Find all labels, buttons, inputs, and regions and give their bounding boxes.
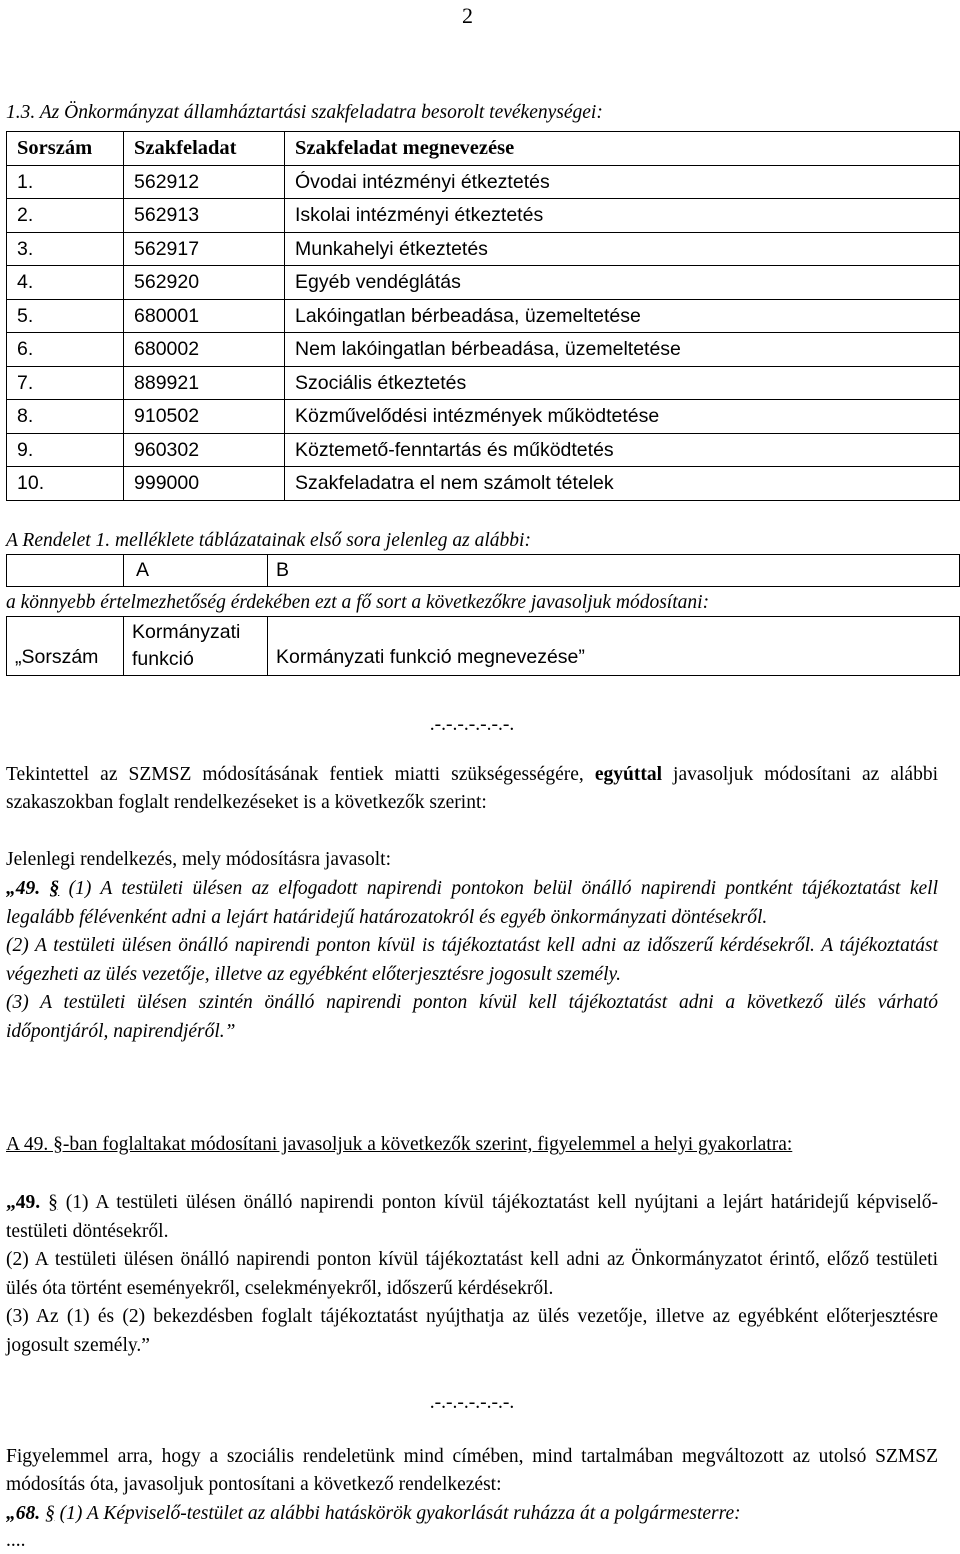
table-row [7,232,960,266]
section-sign: § [49,878,60,899]
table-row [7,433,960,467]
page-number: 2 [462,3,473,28]
table-row [7,199,960,233]
table-cell: Iskolai intézményi étkeztetés [285,199,960,233]
table-cell: 999000 [124,467,285,501]
table-cell: 7. [7,366,124,400]
current-section-49 [6,875,938,1046]
text-run: javasoljuk módosítani az alábbi szakaszokban foglalt rendelkezéseket is a következők szerint: [6,764,938,813]
proposal-intro: A 49. §-ban foglaltakat módosítani javasoljuk a következők szerint, figyelemmel a helyi gyakorlatra: [6,1134,793,1155]
table-cell: 562913 [124,199,285,233]
section-sign: § [45,1503,55,1524]
table-row [7,400,960,434]
table-cell: 1. [7,165,124,199]
table-cell: Munkahelyi étkeztetés [285,232,960,266]
section-68 [6,1500,938,1528]
section-paragraph [6,875,938,932]
table-cell: 960302 [124,433,285,467]
table-cell: 5. [7,299,124,333]
table-cell: Nem lakóingatlan bérbeadása, üzemeltetése [285,333,960,367]
table-row [7,617,960,676]
cell-line: funkció [132,648,194,670]
table-cell [124,617,268,676]
kormanyzati-funkcio-table [6,616,960,676]
table-cell: 10. [7,467,124,501]
table-cell: 562920 [124,266,285,300]
table-header-row [7,132,960,166]
text-run: (1) A testületi ülésen az elfogadott napirendi pontokon belül önálló napirendi pontként tájékoztatást kell legalább félévenként adni a lejárt határidejű határozatokról és egyéb önkormányzati döntésekről. [6,878,939,928]
paragraph-last: Figyelemmel arra, hogy a szociális rendeletünk mind címében, mind tartalmában megváltozott az utolsó SZMSZ módosítás óta, javasoljuk pontosítani a következő rendelkezést: [6,1446,938,1495]
paragraph-1 [6,761,938,817]
cell-line: Kormányzati [132,621,241,643]
table-header-cell: Szakfeladat [124,132,285,166]
rendelet-note: A Rendelet 1. melléklete táblázatainak első sora jelenleg az alábbi: [6,530,531,551]
table-cell: Szociális étkeztetés [285,366,960,400]
table-cell: 9. [7,433,124,467]
section-number: „68. [6,1503,41,1524]
table-cell: 3. [7,232,124,266]
szakfeladat-table [6,131,960,501]
table-cell: Egyéb vendéglátás [285,266,960,300]
text-run: Tekintettel az SZMSZ módosításának fentiek miatti szükségességére, [6,764,595,785]
table-row [7,333,960,367]
section-paragraph: (3) Az (1) és (2) bekezdésben foglalt tájékoztatást nyújthatja az ülés vezetője, illetve az egyébként előterjesztésre jogosult személy.” [6,1306,938,1356]
table-cell: Óvodai intézményi étkeztetés [285,165,960,199]
section-paragraph [6,1189,938,1246]
section-paragraph: (2) A testületi ülésen önálló napirendi ponton kívül is tájékoztatást kell adni az időszerű kérdésekről. A tájékoztatást végezheti az ülés vezetője, illetve az egyébként előterjesztésre jogosult személy. [6,935,938,985]
table-cell: 680002 [124,333,285,367]
table-cell: 889921 [124,366,285,400]
section-number: „49. [6,1192,41,1213]
current-label: Jelenlegi rendelkezés, mely módosításra javasolt: [6,849,392,870]
separator: .-.-.-.-.-.-.-. [429,714,515,735]
table-cell: 562917 [124,232,285,266]
section-sign: § [48,1192,58,1213]
table-row [7,165,960,199]
table-cell: 6. [7,333,124,367]
section-paragraph: (2) A testületi ülésen önálló napirendi ponton kívül tájékoztatást kell adni az Önkormányzatot érintő, előző testületi ülés óta történt eseményekről, cselekményekről, időszerű kérdésekről. [6,1249,938,1299]
table-header-cell: Sorszám [7,132,124,166]
table-row [7,299,960,333]
table-row [7,266,960,300]
separator: .-.-.-.-.-.-.-. [429,1392,515,1413]
modify-note: a könnyebb értelmezhetőség érdekében ezt a fő sort a következőkre javasoljuk módosítani: [6,592,710,613]
table-cell: 4. [7,266,124,300]
table-cell: 562912 [124,165,285,199]
text-run: (1) A Képviselő-testület az alábbi hatáskörök gyakorlását ruházza át a polgármesterre: [54,1503,741,1524]
text-run: (1) A testületi ülésen önálló napirendi ponton kívül tájékoztatást kell nyújtani a lejárt határidejű képviselő-testületi döntésekről. [6,1192,939,1242]
table-cell: Lakóingatlan bérbeadása, üzemeltetése [285,299,960,333]
ab-header-table [6,554,960,587]
table-cell: Közművelődési intézmények működtetése [285,400,960,434]
text-run-bold: egyúttal [594,764,662,785]
table-cell [7,555,124,587]
table-row [7,366,960,400]
section-number: „49. [6,878,41,899]
table-cell: 2. [7,199,124,233]
table-row [7,467,960,501]
table-cell: 680001 [124,299,285,333]
table-cell: A [124,555,268,587]
table-cell: B [268,555,960,587]
table-cell: 8. [7,400,124,434]
section-title: 1.3. Az Önkormányzat államháztartási szakfeladatra besorolt tevékenységei: [6,102,603,123]
table-cell: Kormányzati funkció megnevezése” [268,617,960,676]
table-cell: 910502 [124,400,285,434]
section-paragraph: (3) A testületi ülésen szintén önálló napirendi ponton kívül kell tájékoztatást adni a következő ülés várható időpontjáról, napirendjéről.” [6,992,938,1042]
table-cell: „Sorszám [7,617,124,676]
table-cell: Köztemető-fenntartás és működtetés [285,433,960,467]
table-row [7,555,960,587]
table-cell: Szakfeladatra el nem számolt tételek [285,467,960,501]
ellipsis: .... [6,1530,26,1551]
new-section-49 [6,1189,938,1360]
table-header-cell: Szakfeladat megnevezése [285,132,960,166]
